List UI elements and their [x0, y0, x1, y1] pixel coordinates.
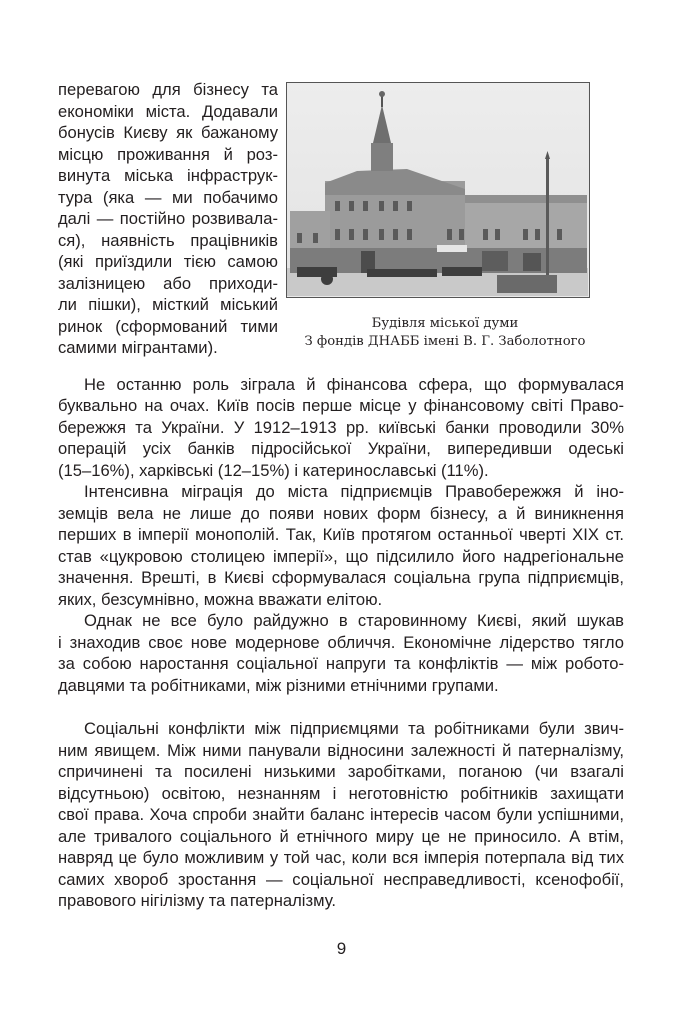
- text-line: бережжя та України. У 1912–1913 рр. київські банки проводили 30%: [58, 418, 624, 437]
- text-line: Інтенсивна міграція до міста підприємців Правобережжя й іно-: [84, 482, 624, 501]
- text-line: далі — постійно розвивала-: [58, 209, 278, 228]
- text-line: Соціальні конфлікти між підприємцями та робітниками були звич-: [84, 719, 624, 738]
- text-line: правового нігілізму та патерналізму.: [58, 891, 336, 910]
- text-line: і знаходив своє нове модернове обличчя. Економічне лідерство тягло: [58, 633, 624, 652]
- text-line: став «цукровою столицею імперії», що підсилило його надрегіональне: [58, 547, 624, 566]
- text-line: навряд це було можливим у той час, коли вся імперія потерпала від тих: [58, 848, 624, 867]
- text-line: самими мігрантами).: [58, 338, 218, 357]
- text-line: винута міська інфраструк-: [58, 166, 278, 185]
- figure-caption-source: З фондів ДНАББ імені В. Г. Заболотного: [304, 334, 586, 349]
- text-line: буквально на очах. Київ посів перше місце у фінансовому світі Право-: [58, 396, 624, 415]
- page-number: 9: [336, 939, 347, 958]
- text-line: значення. Врешті, в Києві сформувалася соціальна група підприємців,: [58, 568, 624, 587]
- text-line: свої права. Хоча спроби знайти баланс інтересів часом були успішними,: [58, 805, 624, 824]
- text-line: перевагою для бізнесу та: [58, 80, 278, 99]
- text-line: бонусів Києву як бажаному: [58, 123, 278, 142]
- text-line: ся), наявність працівників: [58, 231, 278, 250]
- figure-caption-title: Будівля міської думи: [371, 316, 519, 331]
- text-line: ли пішки), місткий міський: [58, 295, 278, 314]
- text-line: (15–16%), харківські (12–15%) і катеринославські (11%).: [58, 461, 489, 480]
- text-line: операцій усіх банків підросійської України, випередивши одеські: [58, 439, 624, 458]
- text-line: спричинені та посилені низькими заробітками, поганою (чи взагалі: [58, 762, 624, 781]
- city-duma-photo: [286, 82, 590, 298]
- text-line: відсутньою) освітою, незнанням і неготовністю робітників захищати: [58, 784, 624, 803]
- text-line: земців вела не лише до появи нових форм бізнесу, а й виникнення: [58, 504, 624, 523]
- text-line: за собою наростання соціальної напруги та конфліктів — між робото-: [58, 654, 624, 673]
- text-line: залізницею або приходи-: [58, 274, 278, 293]
- text-line: давцями та робітниками, між різними етнічними групами.: [58, 676, 499, 695]
- text-line: самих хвороб зростання — соціальної несправедливості, ксенофобії,: [58, 870, 624, 889]
- text-line: але тривалого соціального й етнічного миру це не приносило. А втім,: [58, 827, 624, 846]
- text-line: тура (яка — ми побачимо: [58, 188, 278, 207]
- text-line: ринок (сформований тими: [58, 317, 278, 336]
- text-line: економіки міста. Додавали: [58, 102, 278, 121]
- text-line: Не останню роль зіграла й фінансова сфера, що формувалася: [84, 375, 624, 394]
- text-line: місцю проживання й роз-: [58, 145, 278, 164]
- text-line: (які приїздили тією самою: [58, 252, 278, 271]
- text-line: Однак не все було райдужно в старовинному Києві, який шукав: [84, 611, 624, 630]
- text-line: ним явищем. Між ними панували відносини залежності й патерналізму,: [58, 741, 624, 760]
- text-line: перших в імперії монополій. Так, Київ протягом останньої чверті XIX ст.: [58, 525, 624, 544]
- text-line: яких, безсумнівно, можна вважати елітою.: [58, 590, 383, 609]
- building-photo-illustration: [287, 83, 588, 296]
